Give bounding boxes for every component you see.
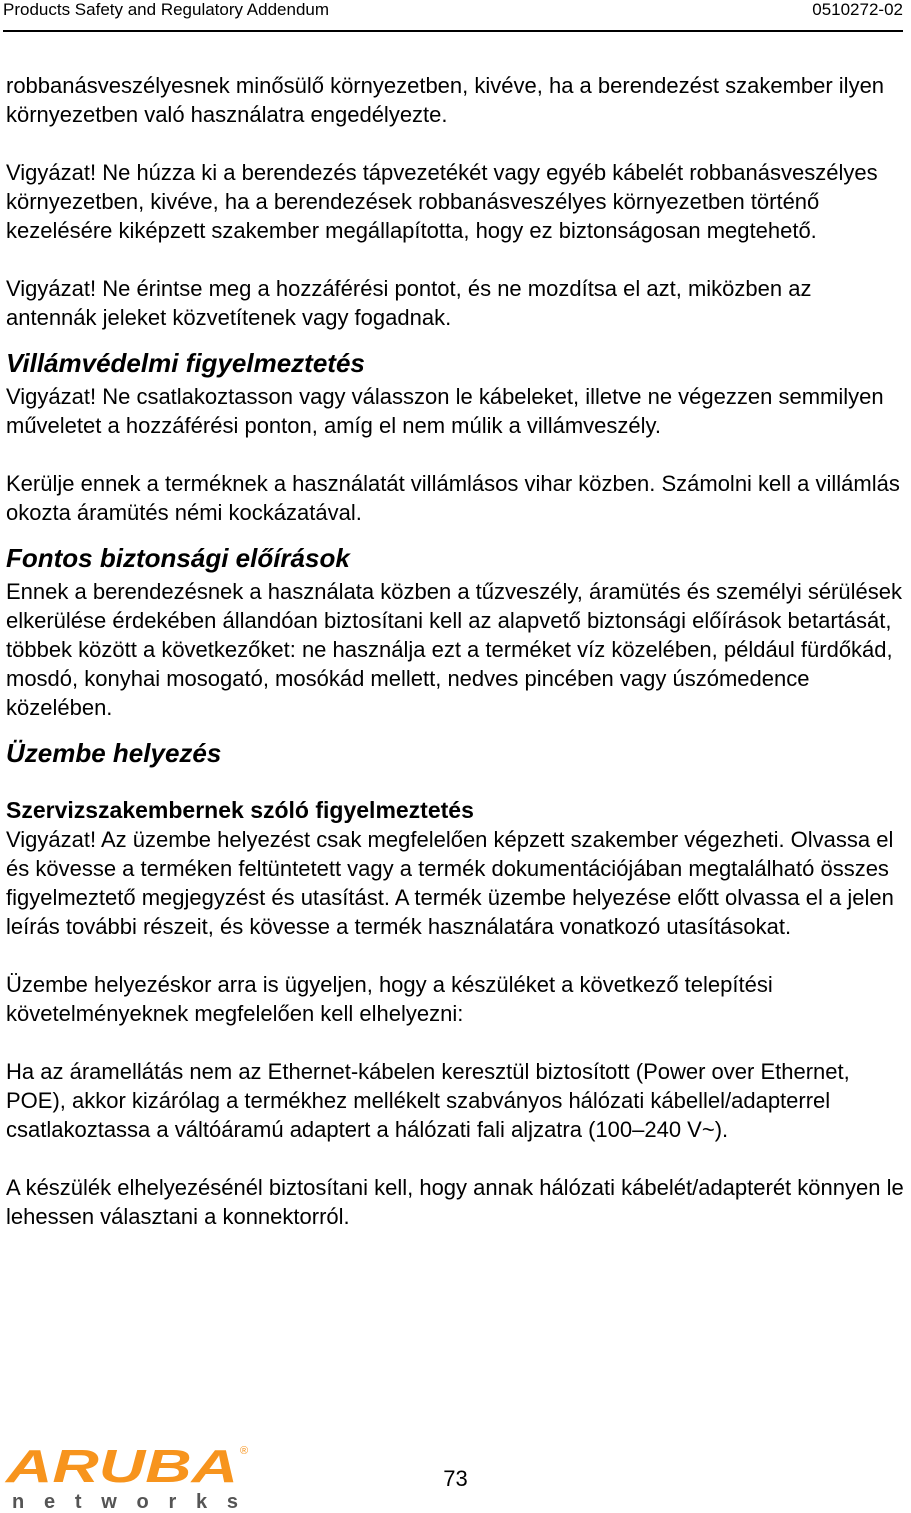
paragraph: Üzembe helyezéskor arra is ügyeljen, hogy a készüléket a következő telepítési követelményeknek megfelelően kell elhelyezni:: [6, 972, 773, 1026]
logo-word: ARUBA: [4, 1440, 238, 1492]
paragraph: Vigyázat! Ne érintse meg a hozzáférési pontot, és ne mozdítsa el azt, miközben az antennák jeleket közvetítenek vagy fogadnak.: [6, 276, 812, 330]
paragraph: Ennek a berendezésnek a használata közben a tűzveszély, áramütés és személyi sérülések elkerülése érdekében állandóan biztosítani kell az alapvető biztonsági előírások betartását, többek között a következőket: ne használja ezt a terméket víz közelében, például fürdőkád, mosdó, konyhai mosogató, mosókád mellett, nedves pincében vagy úszómedence közelében.: [6, 579, 902, 720]
paragraph: Kerülje ennek a terméknek a használatát villámlásos vihar közben. Számolni kell a villámlás okozta áramütés némi kockázatával.: [6, 471, 900, 525]
logo-subtitle: networks: [12, 1491, 238, 1512]
subsection-heading-service: Szervizszakembernek szóló figyelmeztetés: [6, 797, 474, 823]
paragraph: Ha az áramellátás nem az Ethernet-kábelen keresztül biztosított (Power over Ethernet, POE), akkor kizárólag a termékhez mellékelt szabványos hálózati kábellel/adapterrel csatlakoztassa a váltóáramú adaptert a hálózati fali aljzatra (100–240 V~).: [6, 1059, 850, 1142]
section-heading-safety: Fontos biztonsági előírások: [6, 543, 350, 573]
logo-registered-mark: ®: [240, 1445, 249, 1457]
section-heading-install: Üzembe helyezés: [6, 738, 222, 768]
paragraph: Vigyázat! Az üzembe helyezést csak megfelelően képzett szakember végezheti. Olvassa el és kövesse a terméken feltüntetett vagy a termék dokumentációjában megtalálható összes figyelmeztető megjegyzést és utasítást. A termék üzembe helyezése előtt olvassa el a jelen leírás további részeit, és kövesse a termék használatára vonatkozó utasításokat.: [6, 827, 894, 939]
section-heading-lightning: Villámvédelmi figyelmeztetés: [6, 348, 365, 378]
header-doc-number: 0510272-02: [812, 0, 903, 19]
paragraph: robbanásveszélyesnek minősülő környezetben, kivéve, ha a berendezést szakember ilyen környezetben való használatra engedélyezte.: [6, 73, 885, 127]
paragraph: Vigyázat! Ne csatlakoztasson vagy válasszon le kábeleket, illetve ne végezzen semmilyen műveletet a hozzáférési ponton, amíg el nem múlik a villámveszély.: [6, 384, 884, 438]
page-content: [6, 71, 906, 1260]
page-header: [3, 0, 903, 32]
paragraph: Vigyázat! Ne húzza ki a berendezés tápvezetékét vagy egyéb kábelét robbanásveszélyes környezetben, kivéve, ha a berendezések robbanásveszélyes környezetben történő kezelésére kiképzett szakember megállapította, hogy ez biztonságosan megtehető.: [6, 160, 878, 243]
paragraph: A készülék elhelyezésénél biztosítani kell, hogy annak hálózati kábelét/adapterét könnyen le lehessen választani a konnektorról.: [6, 1175, 904, 1229]
header-title: Products Safety and Regulatory Addendum: [3, 0, 330, 19]
page-number: 73: [443, 1466, 468, 1491]
